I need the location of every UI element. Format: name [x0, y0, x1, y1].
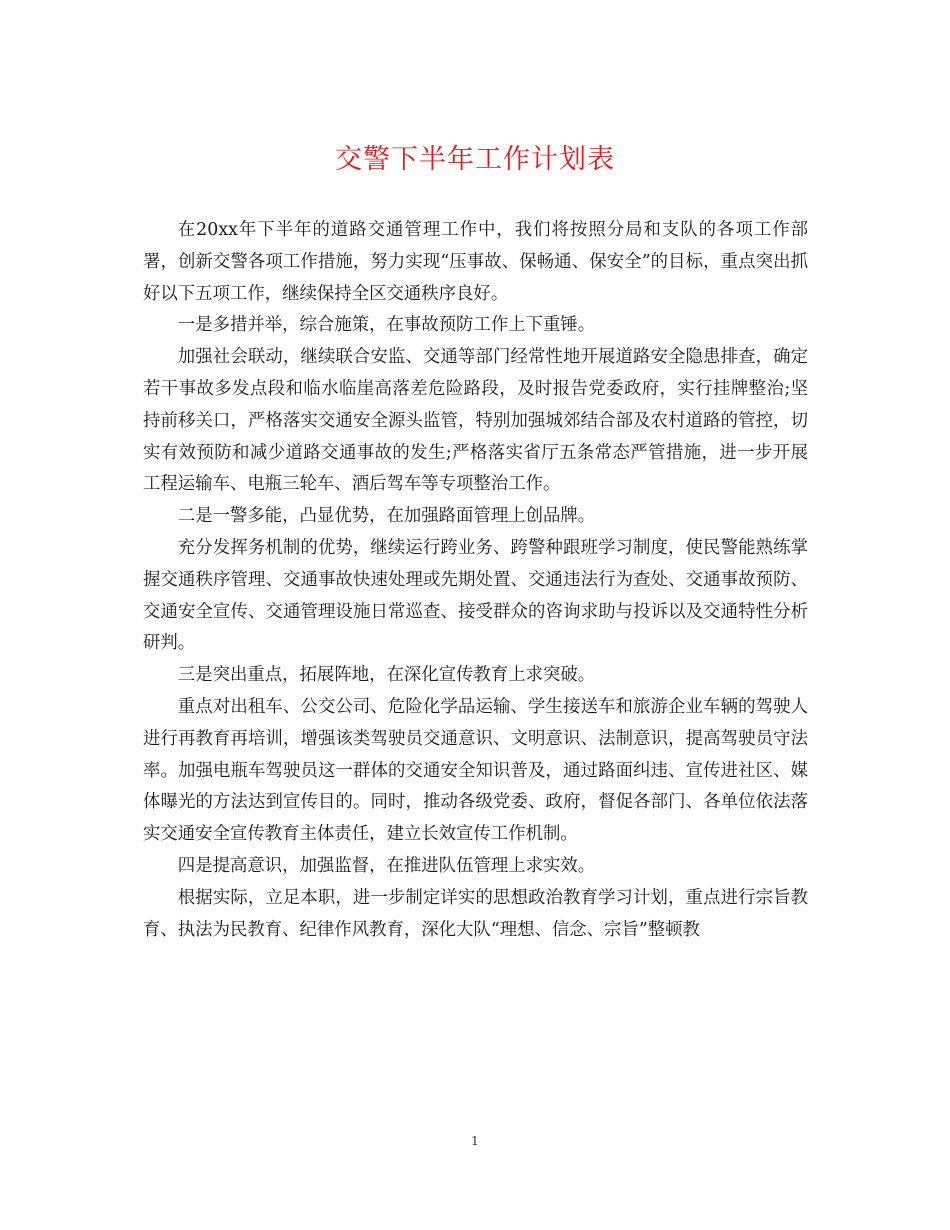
paragraph-intro: 在20xx年下半年的道路交通管理工作中，我们将按照分局和支队的各项工作部署，创新交警各项工作措施，努力实现“压事故、保畅通、保安全”的目标，重点突出抓好以下五项工作，继续保持全区交通秩序良好。 [143, 220, 808, 304]
section-heading-1: 一是多措并举，综合施策，在事故预防工作上下重锤。 [177, 315, 596, 336]
paragraph-3: 重点对出租车、公交公司、危险化学品运输、学生接送车和旅游企业车辆的驾驶人进行再教育再培训，增强该类驾驶员交通意识、文明意识、法制意识，提高驾驶员守法率。加强电瓶车驾驶员这一群体的交通安全知识普及，通过路面纠违、宣传进社区、媒体曝光的方法达到宣传目的。同时，推动各级党委、政府，督促各部门、各单位依法落实交通安全宣传教育主体责任，建立长效宣传工作机制。 [143, 696, 808, 845]
paragraph-4: 根据实际，立足本职，进一步制定详实的思想政治教育学习计划，重点进行宗旨教育、执法为民教育、纪律作风教育，深化大队“理想、信念、宗旨”整顿教 [143, 887, 808, 940]
document-title: 交警下半年工作计划表 [335, 144, 615, 175]
page-number: 1 [471, 1134, 479, 1148]
section-heading-4: 四是提高意识，加强监督，在推进队伍管理上求实效。 [177, 855, 596, 876]
paragraph-2: 充分发挥务机制的优势，继续运行跨业务、跨警种跟班学习制度，使民警能熟练掌握交通秩序管理、交通事故快速处理或先期处置、交通违法行为查处、交通事故预防、交通安全宣传、交通管理设施日常巡查、接受群众的咨询求助与投诉以及交通特性分析研判。 [143, 537, 808, 654]
section-heading-3: 三是突出重点，拓展阵地，在深化宣传教育上求突破。 [177, 665, 596, 686]
section-heading-2: 二是一警多能，凸显优势，在加强路面管理上创品牌。 [177, 506, 596, 527]
document-body [143, 215, 808, 946]
paragraph-1: 加强社会联动，继续联合安监、交通等部门经常性地开展道路安全隐患排查，确定若干事故多发点段和临水临崖高落差危险路段，及时报告党委政府，实行挂牌整治;坚持前移关口，严格落实交通安全源头监管，特别加强城郊结合部及农村道路的管控，切实有效预防和减少道路交通事故的发生;严格落实省厅五条常态严管措施，进一步开展工程运输车、电瓶三轮车、酒后驾车等专项整治工作。 [143, 347, 808, 495]
